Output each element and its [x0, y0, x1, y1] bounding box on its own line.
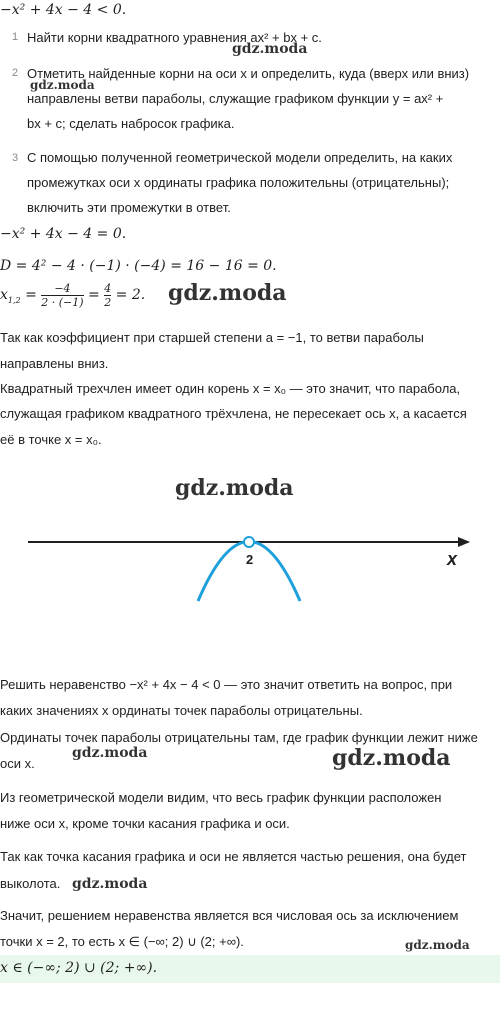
paragraph-6-line-2: выколота. — [0, 876, 61, 891]
paragraph-4-line-1: Ординаты точек параболы отрицательны там, где график функции лежит ниже — [0, 730, 478, 745]
paragraph-4-line-2: оси x. — [0, 756, 35, 771]
paragraph-2-line-2: служащая графиком квадратного трёхчлена, не пересекает ось x, а касается — [0, 406, 467, 421]
fraction-2-den: 2 — [104, 295, 112, 309]
watermark: gdz.moda — [72, 745, 148, 761]
step-1-line-1: Найти корни квадратного уравнения ax² + bx + c. — [27, 30, 322, 45]
x-axis-arrow — [458, 537, 470, 547]
paragraph-3-line-1: Решить неравенство −x² + 4x − 4 < 0 — это значит ответить на вопрос, при — [0, 677, 453, 692]
parabola-curve — [198, 542, 300, 602]
fraction-1-den: 2 · (−1) — [41, 295, 84, 309]
paragraph-3-line-2: каких значениях x ординаты точек параболы отрицательны. — [0, 703, 363, 718]
paragraph-2-line-3: её в точке x = x₀. — [0, 432, 102, 447]
step-3-line-3: включить эти промежутки в ответ. — [27, 200, 231, 215]
watermark: gdz.moda — [175, 475, 294, 501]
tangent-point-marker — [244, 537, 254, 547]
watermark: gdz.moda — [72, 876, 148, 892]
fraction-2-num: 4 — [104, 281, 112, 295]
step-2-line-3: bx + c; сделать набросок графика. — [27, 116, 235, 131]
roots-result: = 2. — [115, 287, 146, 303]
roots-fraction-2 — [104, 282, 111, 309]
step-3-line-1: С помощью полученной геометрической модели определить, на каких — [27, 150, 453, 165]
roots-sub: 1,2 — [7, 295, 21, 305]
step-number-2: 2 — [12, 67, 19, 79]
axis-label: x — [447, 549, 458, 569]
watermark: gdz.moda — [332, 745, 451, 771]
paragraph-1-line-2: направлены вниз. — [0, 356, 109, 371]
roots-eq-2: = — [88, 287, 100, 303]
parabola-graph — [0, 510, 500, 610]
step-3-line-2: промежутках оси x ординаты графика положительны (отрицательны); — [27, 175, 450, 190]
discriminant: D = 4² − 4 · (−1) · (−4) = 16 − 16 = 0. — [0, 258, 277, 274]
step-2-line-2: направлены ветви параболы, служащие графиком функции y = ax² + — [27, 91, 444, 106]
roots-lhs: x — [0, 287, 8, 303]
step-number-3: 3 — [12, 152, 19, 164]
paragraph-1-line-1: Так как коэффициент при старшей степени a = −1, то ветви параболы — [0, 330, 424, 345]
watermark: gdz.moda — [405, 938, 470, 952]
paragraph-5-line-1: Из геометрической модели видим, что весь график функции расположен — [0, 790, 442, 805]
roots-eq-1: = — [25, 287, 37, 303]
roots-formula — [0, 280, 145, 316]
roots-fraction-1 — [41, 282, 83, 309]
step-2-line-1: Отметить найденные корни на оси x и определить, куда (вверх или вниз) — [27, 66, 470, 81]
watermark: gdz.moda — [168, 280, 287, 306]
top-inequality: −x² + 4x − 4 < 0. — [0, 2, 127, 18]
paragraph-7-line-2: точки x = 2, то есть x ∈ (−∞; 2) ∪ (2; +∞). — [0, 934, 244, 949]
watermark: gdz.moda — [30, 78, 95, 92]
step-number-1: 1 — [12, 31, 19, 43]
paragraph-7-line-1: Значит, решением неравенства является вся числовая ось за исключением — [0, 908, 459, 923]
watermark: gdz.moda — [232, 41, 308, 57]
paragraph-6-line-1: Так как точка касания графика и оси не является частью решения, она будет — [0, 849, 467, 864]
answer-text: x ∈ (−∞; 2) ∪ (2; +∞). — [0, 960, 158, 976]
point-label: 2 — [246, 552, 254, 567]
paragraph-2-line-1: Квадратный трехчлен имеет один корень x = x₀ — это значит, что парабола, — [0, 381, 461, 396]
paragraph-5-line-2: ниже оси x, кроме точки касания графика и оси. — [0, 816, 290, 831]
equation: −x² + 4x − 4 = 0. — [0, 226, 127, 242]
fraction-1-num: −4 — [54, 281, 71, 295]
